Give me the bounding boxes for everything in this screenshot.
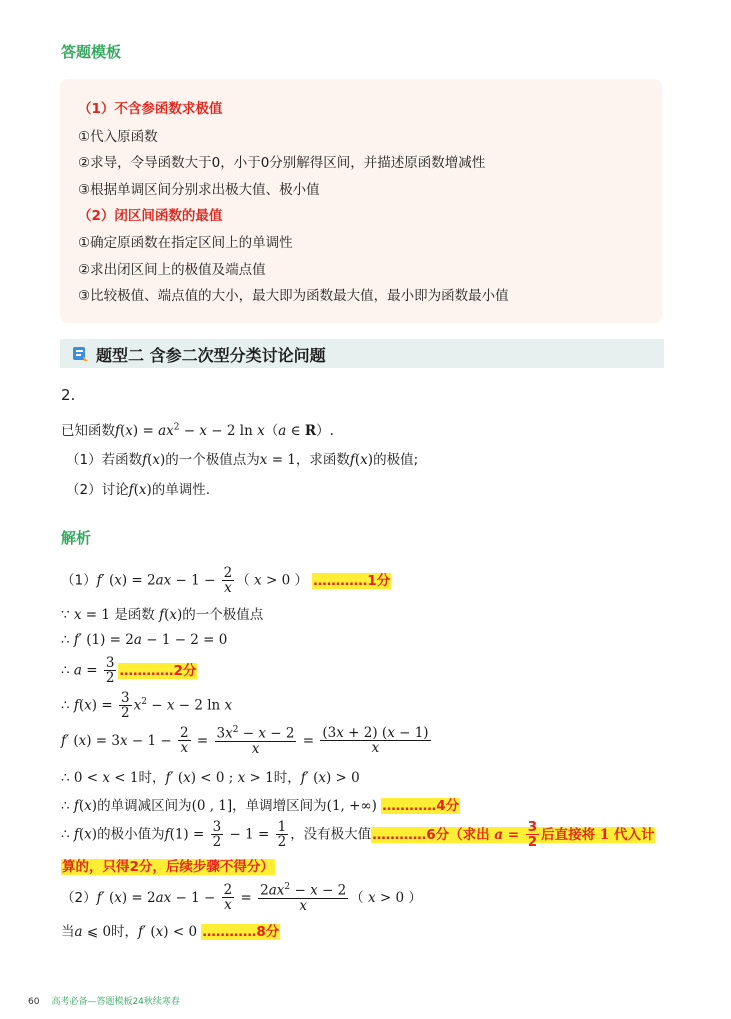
then-text-1: 时，: [138, 770, 166, 786]
when-text: 当: [61, 924, 75, 940]
score-4: …………4分: [382, 798, 460, 814]
sol-line-5: ∴ f(x) = $\frac{3}{2}$ $x^2 - x - 2$ ln x: [61, 690, 233, 722]
template-heading: 答题模板: [61, 43, 122, 61]
page-number: 60: [28, 997, 40, 1007]
stem-prefix: 已知函数: [61, 423, 115, 439]
inc-text: ，单调增区间为: [232, 798, 327, 814]
sol-line-2: ∵ x = 1 是函数 f(x)的一个极值点: [61, 607, 264, 623]
case2-step-2: ②求出闭区间上的极值及端点值: [78, 262, 266, 278]
q1-suffix: 的极值;: [373, 452, 419, 468]
score-1: …………1分: [313, 572, 391, 589]
score-6-text: …………6分（求出: [372, 826, 490, 843]
score-6: …………6分（求出 a = $\frac{3}{2}$ 后直接将 1 代入计: [372, 819, 655, 851]
sol-line-11: （2）f′ (x) = 2ax − 1 − $\frac{2}{x}$ = $\frac{2ax^2 - x - 2}{x}$ （ x > 0 ）: [61, 882, 422, 914]
case2-title: （2）闭区间函数的最值: [78, 208, 223, 224]
score-2: …………2分: [119, 662, 197, 679]
sol-line-9: ∴ f(x)的极小值为f(1) = $\frac{3}{2}$ − 1 = $\frac{1}{2}$ ，没有极大值…………6分（求出 a = $\frac{3}{2}$ 后直接将 1 代入计: [61, 819, 655, 851]
part1-label: （1）: [61, 572, 97, 589]
sol-line-4: ∴ a = $\frac{3}{2}$ …………2分: [61, 655, 197, 687]
problem-stem: 已知函数$f(x) = ax^2 - x - 2$ ln x（a ∈ R）.: [61, 422, 334, 439]
part2-label: （2）: [61, 889, 97, 906]
extreme-text-2: 的一个极值点: [182, 607, 264, 623]
sol-line-10: [61, 855, 275, 875]
q1-mid: 的一个极值点为: [165, 452, 260, 468]
score-6-tail2: 代入计: [613, 826, 655, 843]
book-title: 高考必备—答题模板24秋续寒春: [51, 997, 180, 1007]
q2-suffix: 的单调性.: [151, 482, 211, 498]
problem-q1: （1）若函数f(x)的一个极值点为x = 1，求函数f(x)的极值;: [66, 452, 419, 468]
min-text: 的极小值为: [97, 826, 165, 843]
sol-line-3: ∴ f′ (1) = 2a − 1 − 2 = 0: [61, 632, 228, 648]
sol-line-8: ∴ f(x)的单调减区间为(0 , 1]，单调增区间为(1, +∞) …………4分: [61, 798, 460, 814]
sol-line-7: ∴ 0 < x < 1时，f′ (x) < 0 ; x > 1时，f′ (x) > 0: [61, 770, 360, 786]
then-text-2: 时，: [273, 770, 301, 786]
sol-line-1: （1）f′ (x) = 2ax − 1 − $\frac{2}{x}$ （ x > 0 ） …………1分: [61, 565, 391, 597]
solution-heading: 解析: [61, 529, 92, 547]
score-6-tail: 后直接将: [541, 826, 596, 843]
case1-title: （1）不含参函数求极值: [78, 101, 223, 117]
case2-step-3: ③比较极值、端点值的大小，最大即为函数最大值，最小即为函数最小值: [78, 288, 509, 304]
sol-line-6: f′ (x) = 3x − 1 − $\frac{2}{x}$ = $\frac{3x^2 - x - 2}{x}$ = $\frac{(3x + 2) (x - 1)}{x}$: [61, 725, 429, 757]
dec-text: 的单调减区间为: [97, 798, 192, 814]
case1-step-1: ①代入原函数: [78, 129, 158, 145]
problem-q2: （2）讨论f(x)的单调性.: [66, 482, 211, 498]
section-title: 题型二 含参二次型分类讨论问题: [96, 346, 326, 365]
q1-prefix: （1）若函数: [66, 452, 143, 468]
q2-prefix: （2）讨论: [66, 482, 129, 498]
page-footer: [28, 994, 180, 1007]
when-text-2: 时，: [111, 924, 139, 940]
case1-step-2: ②求导，令导函数大于0，小于0分别解得区间，并描述原函数增减性: [78, 155, 486, 171]
score-8: …………8分: [202, 924, 280, 940]
score-6-note: 算的，只得2分，后续步骤不得分）: [62, 859, 274, 875]
scroll-icon: [71, 345, 89, 362]
case2-step-1: ①确定原函数在指定区间上的单调性: [78, 235, 293, 251]
extreme-text: 是函数: [114, 607, 155, 623]
q1-mid2: ，求函数: [295, 452, 350, 468]
nomax-text: ，没有极大值: [290, 826, 372, 843]
sol-line-12: 当a ⩽ 0时，f′ (x) < 0 …………8分: [61, 924, 280, 940]
problem-number: 2.: [61, 386, 76, 404]
case1-step-3: ③根据单调区间分别求出极大值、极小值: [78, 182, 320, 198]
